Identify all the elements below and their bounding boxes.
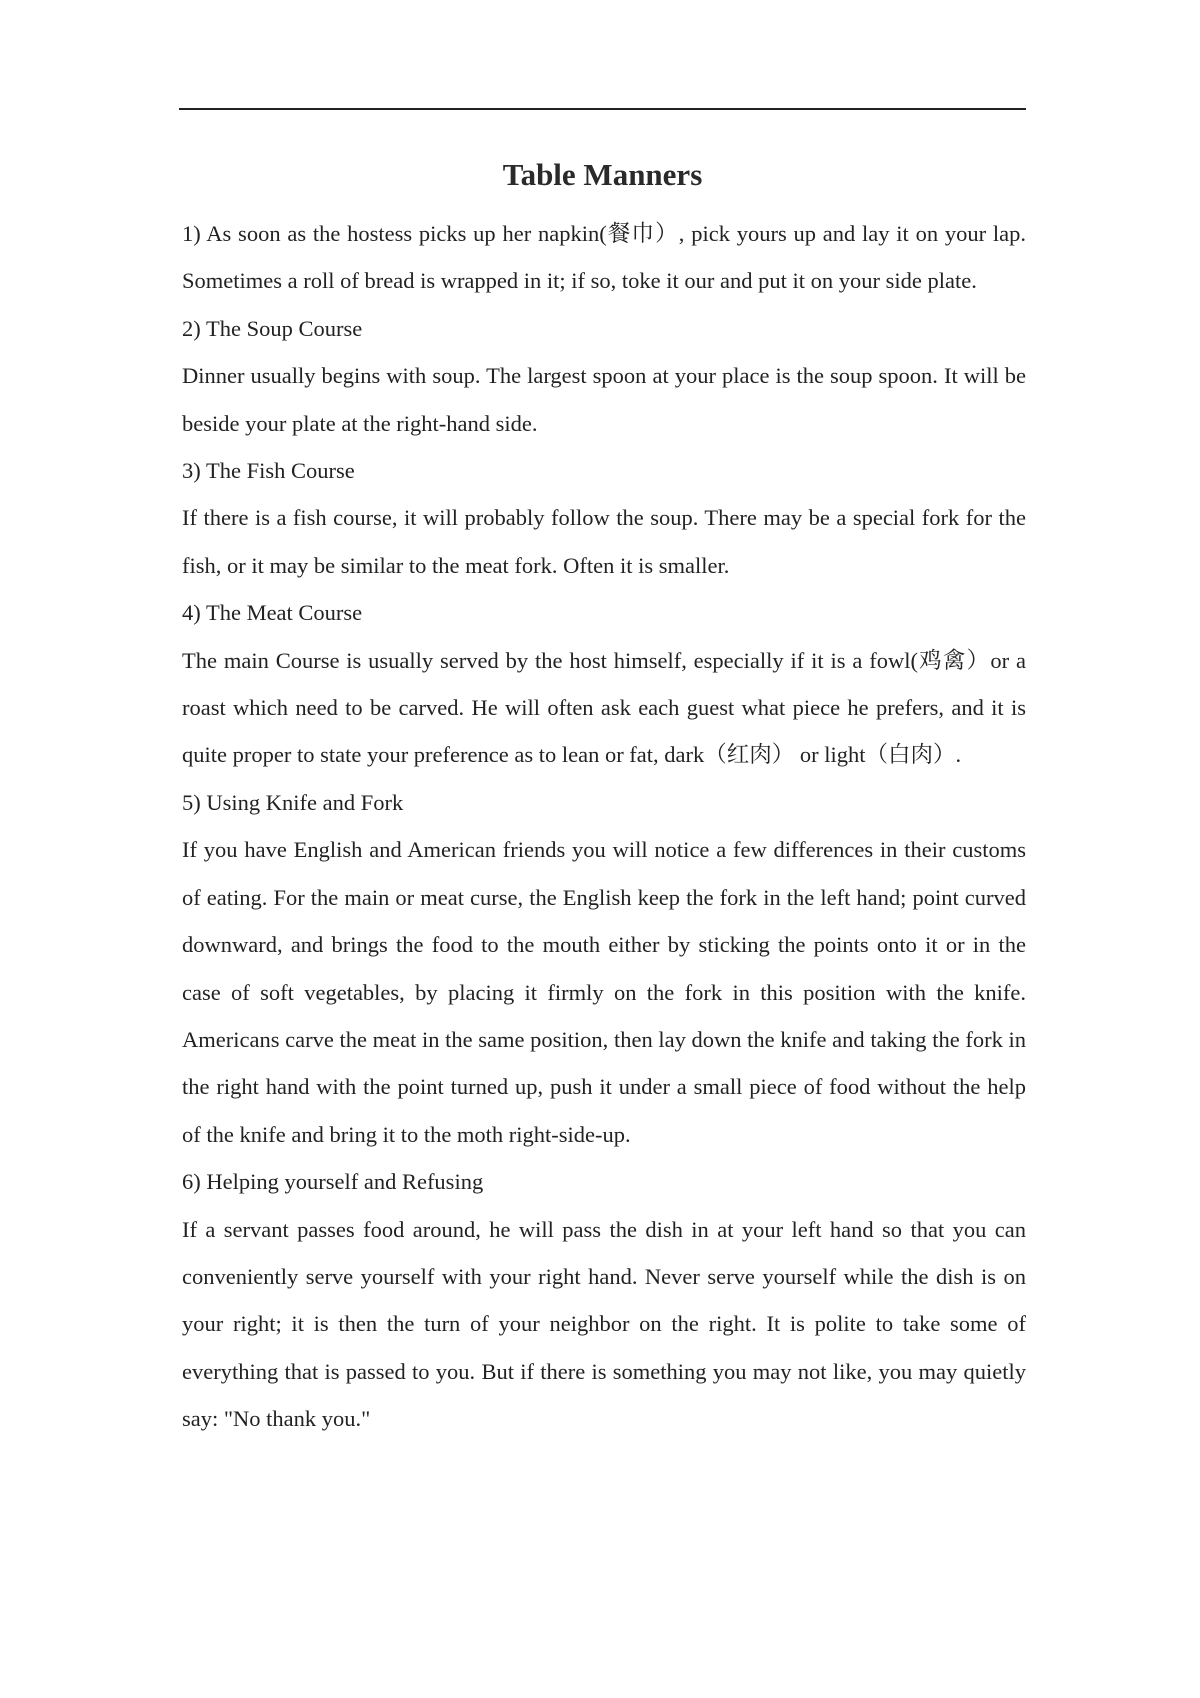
heading-meat-course: 4) The Meat Course xyxy=(182,600,363,626)
heading-knife-and-fork: 5) Using Knife and Fork xyxy=(182,789,404,815)
paragraph-helping-yourself: If a servant passes food around, he will pass the dish in at your left hand so that you can conveniently serve yourself with your right hand. Never serve yourself while the dish is on your right; it is then the turn of your neighbor on the right. It is polite to take some of everything that is passed to you. But if there is something you may not like, you may quietly say: "No thank you." xyxy=(182,1216,1026,1432)
paragraph-meat-course: The main Course is usually served by the host himself, especially if it is a fowl(鸡禽）or a roast which need to be carved. He will often ask each guest what piece he prefers, and it is quite proper to state your preference as to lean or fat, dark（红肉） or light（白肉）. xyxy=(182,647,1026,768)
heading-helping-yourself: 6) Helping yourself and Refusing xyxy=(182,1169,484,1195)
heading-soup-course: 2) The Soup Course xyxy=(182,315,363,341)
document-body xyxy=(182,210,1026,1443)
paragraph-fish-course: If there is a fish course, it will probably follow the soup. There may be a special fork for the fish, or it may be similar to the meat fork. Often it is smaller. xyxy=(182,505,1026,578)
paragraph-napkin: 1) As soon as the hostess picks up her napkin(餐巾）, pick yours up and lay it on your lap. Sometimes a roll of bread is wrapped in it; if so, toke it our and put it on your side plate. xyxy=(182,221,1026,294)
paragraph-knife-and-fork: If you have English and American friends you will notice a few differences in their customs of eating. For the main or meat curse, the English keep the fork in the left hand; point curved downward, and brings the food to the mouth either by sticking the points onto it or in the case of soft vegetables, by placing it firmly on the fork in this position with the knife. Americans carve the meat in the same position, then lay down the knife and taking the fork in the right hand with the point turned up, push it under a small piece of food without the help of the knife and bring it to the moth right-side-up. xyxy=(182,837,1026,1147)
header-rule xyxy=(179,108,1026,110)
heading-fish-course: 3) The Fish Course xyxy=(182,458,355,484)
page-title: Table Manners xyxy=(502,157,703,192)
paragraph-soup-course: Dinner usually begins with soup. The largest spoon at your place is the soup spoon. It will be beside your plate at the right-hand side. xyxy=(182,363,1026,436)
